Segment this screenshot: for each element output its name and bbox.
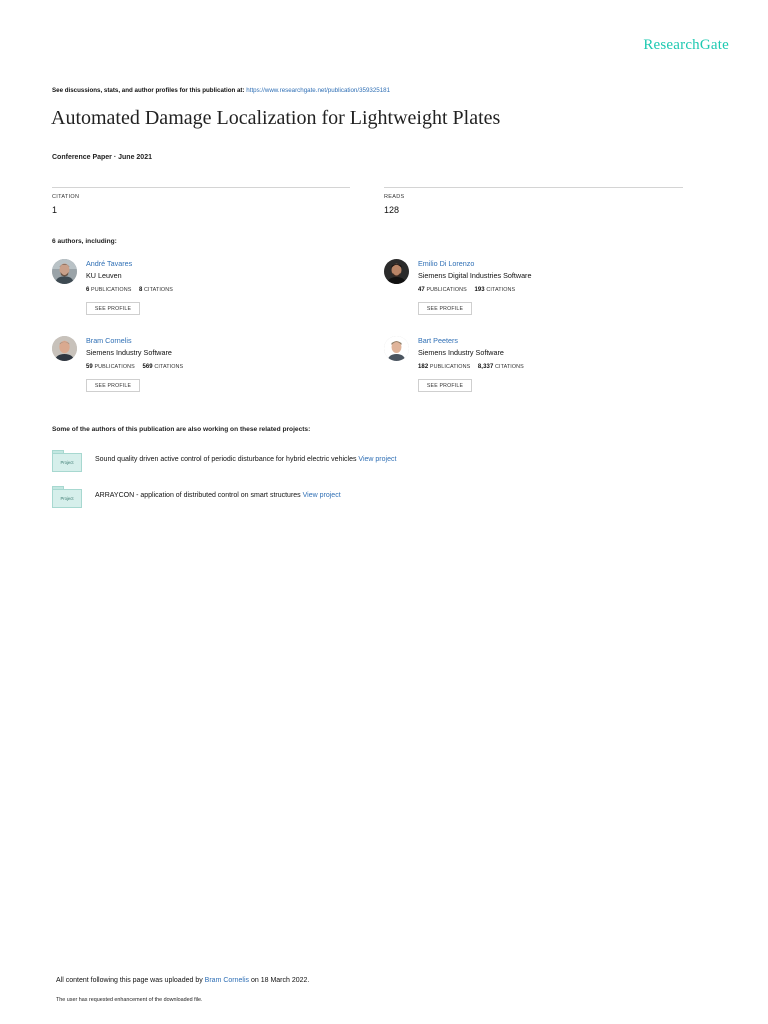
citation-divider — [52, 187, 350, 188]
author-stats — [86, 287, 173, 293]
project-text — [95, 492, 341, 499]
project-text — [95, 456, 396, 463]
publication-url-link[interactable]: https://www.researchgate.net/publication/359325181 — [246, 87, 391, 94]
project-icon-label: Project — [60, 460, 74, 465]
author-institution: Siemens Digital Industries Software — [418, 271, 532, 280]
author-stats — [418, 364, 524, 370]
author-card — [52, 259, 352, 329]
citations-label: CITATIONS — [144, 287, 173, 293]
publications-count: 182 — [418, 364, 429, 370]
see-profile-button[interactable]: SEE PROFILE — [418, 379, 472, 392]
publications-label: PUBLICATIONS — [429, 364, 471, 370]
citations-count: 569 — [142, 364, 153, 370]
author-name-link[interactable]: André Tavares — [86, 259, 133, 268]
citations-count: 8,337 — [477, 364, 494, 370]
authors-heading: 6 authors, including: — [52, 238, 117, 245]
see-discussions-line — [52, 87, 390, 94]
citations-count: 193 — [474, 287, 485, 293]
person-photo-icon — [52, 259, 77, 284]
citations-label: CITATIONS — [486, 287, 516, 293]
project-title: Sound quality driven active control of periodic disturbance for hybrid electric vehicles — [95, 456, 357, 463]
author-name-link[interactable]: Bart Peeters — [418, 336, 458, 345]
avatar[interactable] — [384, 336, 409, 361]
publications-count: 6 — [86, 287, 90, 293]
researchgate-logo[interactable]: ResearchGate — [643, 37, 729, 53]
view-project-link[interactable]: View project — [358, 456, 397, 463]
person-photo-icon — [52, 336, 77, 361]
author-institution: Siemens Industry Software — [86, 348, 172, 357]
project-item — [52, 486, 652, 510]
reads-value: 128 — [384, 205, 400, 215]
project-icon-label: Project — [60, 496, 74, 501]
author-institution: Siemens Industry Software — [418, 348, 504, 357]
citations-count: 8 — [139, 287, 143, 293]
avatar[interactable] — [52, 259, 77, 284]
related-projects-heading: Some of the authors of this publication are also working on these related projects: — [52, 426, 311, 433]
reads-label: READS — [384, 194, 405, 200]
citations-label: CITATIONS — [495, 364, 524, 370]
uploader-link[interactable]: Bram Cornelis — [204, 977, 250, 984]
upload-info — [56, 977, 309, 984]
author-name-link[interactable]: Emilio Di Lorenzo — [418, 259, 475, 268]
page-title: Automated Damage Localization for Lightweight Plates — [51, 107, 501, 129]
upload-prefix: All content following this page was uploaded by — [56, 977, 203, 984]
author-card — [384, 336, 684, 406]
see-discussions-text: See discussions, stats, and author profiles for this publication at: — [52, 87, 245, 94]
enhancement-note: The user has requested enhancement of the downloaded file. — [56, 997, 203, 1003]
author-card — [52, 336, 352, 406]
author-institution: KU Leuven — [86, 271, 122, 280]
author-stats — [418, 287, 515, 293]
avatar[interactable] — [384, 259, 409, 284]
author-name-link[interactable]: Bram Cornelis — [86, 336, 132, 345]
project-folder-icon — [52, 486, 82, 508]
person-photo-icon — [384, 336, 409, 361]
see-profile-button[interactable]: SEE PROFILE — [86, 379, 140, 392]
project-item — [52, 450, 652, 474]
author-card — [384, 259, 684, 329]
publications-count: 47 — [418, 287, 425, 293]
see-profile-button[interactable]: SEE PROFILE — [86, 302, 140, 315]
see-profile-button[interactable]: SEE PROFILE — [418, 302, 472, 315]
publications-count: 59 — [86, 364, 93, 370]
publication-type: Conference Paper · June 2021 — [52, 154, 152, 161]
project-title: ARRAYCON - application of distributed control on smart structures — [95, 492, 301, 499]
project-folder-icon — [52, 450, 82, 472]
view-project-link[interactable]: View project — [302, 492, 341, 499]
upload-date: on 18 March 2022. — [250, 977, 310, 984]
citation-label: CITATION — [52, 194, 80, 200]
person-photo-icon — [384, 259, 409, 284]
author-stats — [86, 364, 183, 370]
citation-value: 1 — [52, 205, 58, 215]
publications-label: PUBLICATIONS — [426, 287, 467, 293]
avatar[interactable] — [52, 336, 77, 361]
reads-divider — [384, 187, 683, 188]
publications-label: PUBLICATIONS — [94, 364, 135, 370]
citations-label: CITATIONS — [154, 364, 184, 370]
publications-label: PUBLICATIONS — [91, 287, 132, 293]
